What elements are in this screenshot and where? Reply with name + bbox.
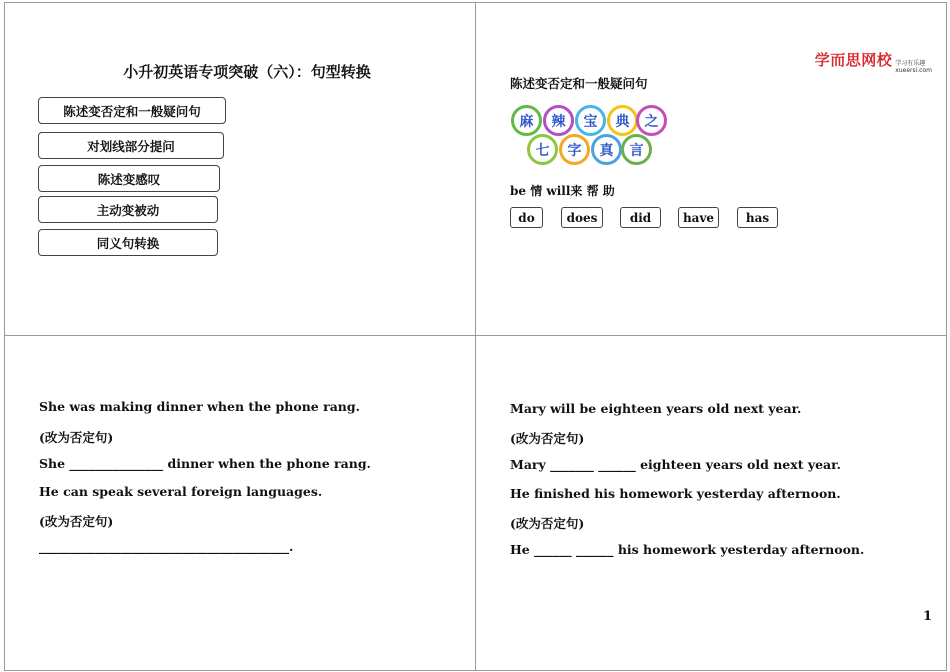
menu-button-exclamation[interactable]: 陈述变感叹 [38, 165, 220, 192]
xueersi-logo [815, 49, 932, 74]
badge-char: 言 [621, 134, 652, 165]
exercise-answer-line: She _______________ dinner when the phone rang. [39, 456, 371, 471]
exercise-instruction: (改为否定句) [510, 431, 585, 446]
slide-method [475, 2, 947, 336]
slide-topic-menu [4, 2, 476, 336]
badge-char: 七 [527, 134, 558, 165]
slide-title: 小升初英语专项突破（六）：句型转换 [123, 63, 371, 81]
exercise-sentence: He finished his homework yesterday afternoon. [510, 486, 841, 501]
menu-button-wh-question[interactable]: 对划线部分提问 [38, 132, 224, 159]
aux-button-have[interactable]: have [678, 207, 719, 228]
aux-button-do[interactable]: do [510, 207, 543, 228]
page-number: 1 [922, 609, 932, 624]
badge-char: 典 [607, 105, 638, 136]
menu-button-synonym-sentence[interactable]: 同义句转换 [38, 229, 218, 256]
badge-char: 辣 [543, 105, 574, 136]
exercise-answer-line: Mary _______ ______ eighteen years old next year. [510, 457, 841, 472]
section-heading: 陈述变否定和一般疑问句 [510, 76, 648, 91]
aux-button-has[interactable]: has [737, 207, 778, 228]
exercise-answer-line: He ______ ______ his homework yesterday afternoon. [510, 542, 865, 557]
exercise-sentence: He can speak several foreign languages. [39, 484, 323, 499]
slide-exercise-2 [475, 335, 947, 671]
exercise-instruction: (改为否定句) [510, 516, 585, 531]
badge-char: 麻 [511, 105, 542, 136]
exercise-instruction: (改为否定句) [39, 430, 114, 445]
aux-button-does[interactable]: does [561, 207, 603, 228]
exercise-sentence: She was making dinner when the phone rang. [39, 399, 360, 414]
helper-text: be 情 will来 帮 助 [510, 184, 615, 198]
aux-button-did[interactable]: did [620, 207, 661, 228]
menu-button-passive-voice[interactable]: 主动变被动 [38, 196, 218, 223]
logo-text: 学而思网校 [814, 51, 893, 69]
logo-slogan: 学习有乐趣 [895, 60, 926, 67]
logo-subtext [895, 60, 932, 74]
badge-char: 宝 [575, 105, 606, 136]
logo-domain: xueersi.com [895, 67, 932, 74]
slide-exercise-1 [4, 335, 476, 671]
badge-char: 字 [559, 134, 590, 165]
badge-char: 真 [591, 134, 622, 165]
exercise-instruction: (改为否定句) [39, 514, 114, 529]
exercise-answer-line: ________________________________________. [39, 539, 294, 554]
menu-button-negative-question[interactable]: 陈述变否定和一般疑问句 [38, 97, 226, 124]
exercise-sentence: Mary will be eighteen years old next year. [510, 401, 802, 416]
badge-char: 之 [636, 105, 667, 136]
